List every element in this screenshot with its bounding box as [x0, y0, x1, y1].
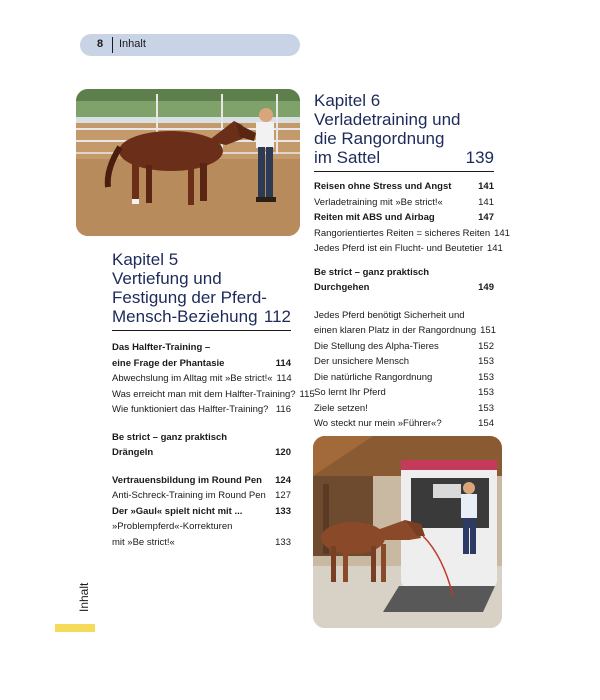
toc-entry[interactable]: eine Frage der Phantasie 114: [112, 357, 291, 369]
toc-entry[interactable]: einen klaren Platz in der Rangordnung 151: [314, 325, 496, 336]
chapter-6-heading: [314, 91, 494, 172]
chapter-5-toc: [112, 340, 315, 550]
toc-entry[interactable]: Anti-Schreck-Training im Round Pen 127: [112, 490, 291, 501]
chapter-5-line-4: Mensch-Beziehung: [112, 307, 258, 326]
toc-entry[interactable]: Der »Gaul« spielt nicht mit ... 133: [112, 505, 291, 517]
toc-entry[interactable]: Das Halfter-Training –: [112, 342, 211, 353]
toc-entry[interactable]: Durchgehen 149: [314, 282, 494, 293]
chapter-6-toc: [314, 179, 510, 432]
chapter-6-page: 139: [465, 148, 494, 167]
toc-entry[interactable]: Be strict – ganz praktisch: [314, 266, 430, 278]
chapter-6-rule: [314, 171, 494, 172]
chapter-5-line-2: Vertiefung und: [112, 269, 222, 288]
toc-entry[interactable]: Be strict – ganz praktisch: [112, 431, 228, 443]
toc-entry[interactable]: Jedes Pferd benötigt Sicherheit und: [314, 309, 465, 321]
chapter-5-rule: [112, 330, 291, 331]
page-number: 8: [97, 38, 104, 50]
toc-entry[interactable]: »Problempferd«-Korrekturen: [112, 521, 233, 532]
chapter-6-line-4: im Sattel: [314, 148, 381, 167]
side-section-label: Inhalt: [77, 582, 91, 612]
toc-entry[interactable]: Der unsichere Mensch 153: [314, 356, 494, 367]
toc-entry[interactable]: Reisen ohne Stress und Angst 141: [314, 181, 494, 192]
toc-entry[interactable]: Was erreicht man mit dem Halfter-Training? 115: [112, 388, 315, 400]
header-divider: [112, 37, 113, 53]
toc-entry[interactable]: mit »Be strict!« 133: [112, 536, 291, 548]
toc-entry[interactable]: So lernt Ihr Pferd 153: [314, 387, 494, 398]
toc-entry[interactable]: Rangorientiertes Reiten = sicheres Reiten 141: [314, 227, 510, 239]
side-accent-bar: [55, 624, 95, 632]
header-title: Inhalt: [119, 38, 146, 50]
photo-horse-arena: [76, 89, 300, 236]
chapter-6-line-1: Kapitel 6: [314, 91, 381, 110]
chapter-5-page: 112: [263, 307, 291, 326]
toc-entry[interactable]: Verladetraining mit »Be strict!« 141: [314, 196, 494, 208]
toc-entry[interactable]: Wo steckt nur mein »Führer«? 154: [314, 418, 494, 429]
toc-entry[interactable]: Jedes Pferd ist ein Flucht- und Beutetier 141: [314, 243, 503, 254]
page-header: [80, 34, 300, 56]
toc-entry[interactable]: Die natürliche Rangordnung 153: [314, 371, 494, 383]
toc-entry[interactable]: Abwechslung im Alltag mit »Be strict!« 114: [112, 373, 292, 384]
photo-horse-trailer: [313, 436, 502, 628]
chapter-5-heading: [112, 250, 291, 331]
chapter-5-line-3: Festigung der Pferd-: [112, 288, 267, 307]
toc-entry[interactable]: Drängeln 120: [112, 447, 291, 458]
chapter-5-line-1: Kapitel 5: [112, 250, 179, 269]
chapter-6-line-2: Verladetraining und: [314, 110, 461, 129]
chapter-6-line-3: die Rangordnung: [314, 129, 445, 148]
toc-entry[interactable]: Reiten mit ABS und Airbag 147: [314, 212, 494, 223]
toc-entry[interactable]: Wie funktioniert das Halfter-Training? 116: [112, 404, 291, 415]
toc-entry[interactable]: Ziele setzen! 153: [314, 402, 494, 414]
toc-entry[interactable]: Die Stellung des Alpha-Tieres 152: [314, 340, 494, 352]
toc-entry[interactable]: Vertrauensbildung im Round Pen 124: [112, 474, 291, 486]
